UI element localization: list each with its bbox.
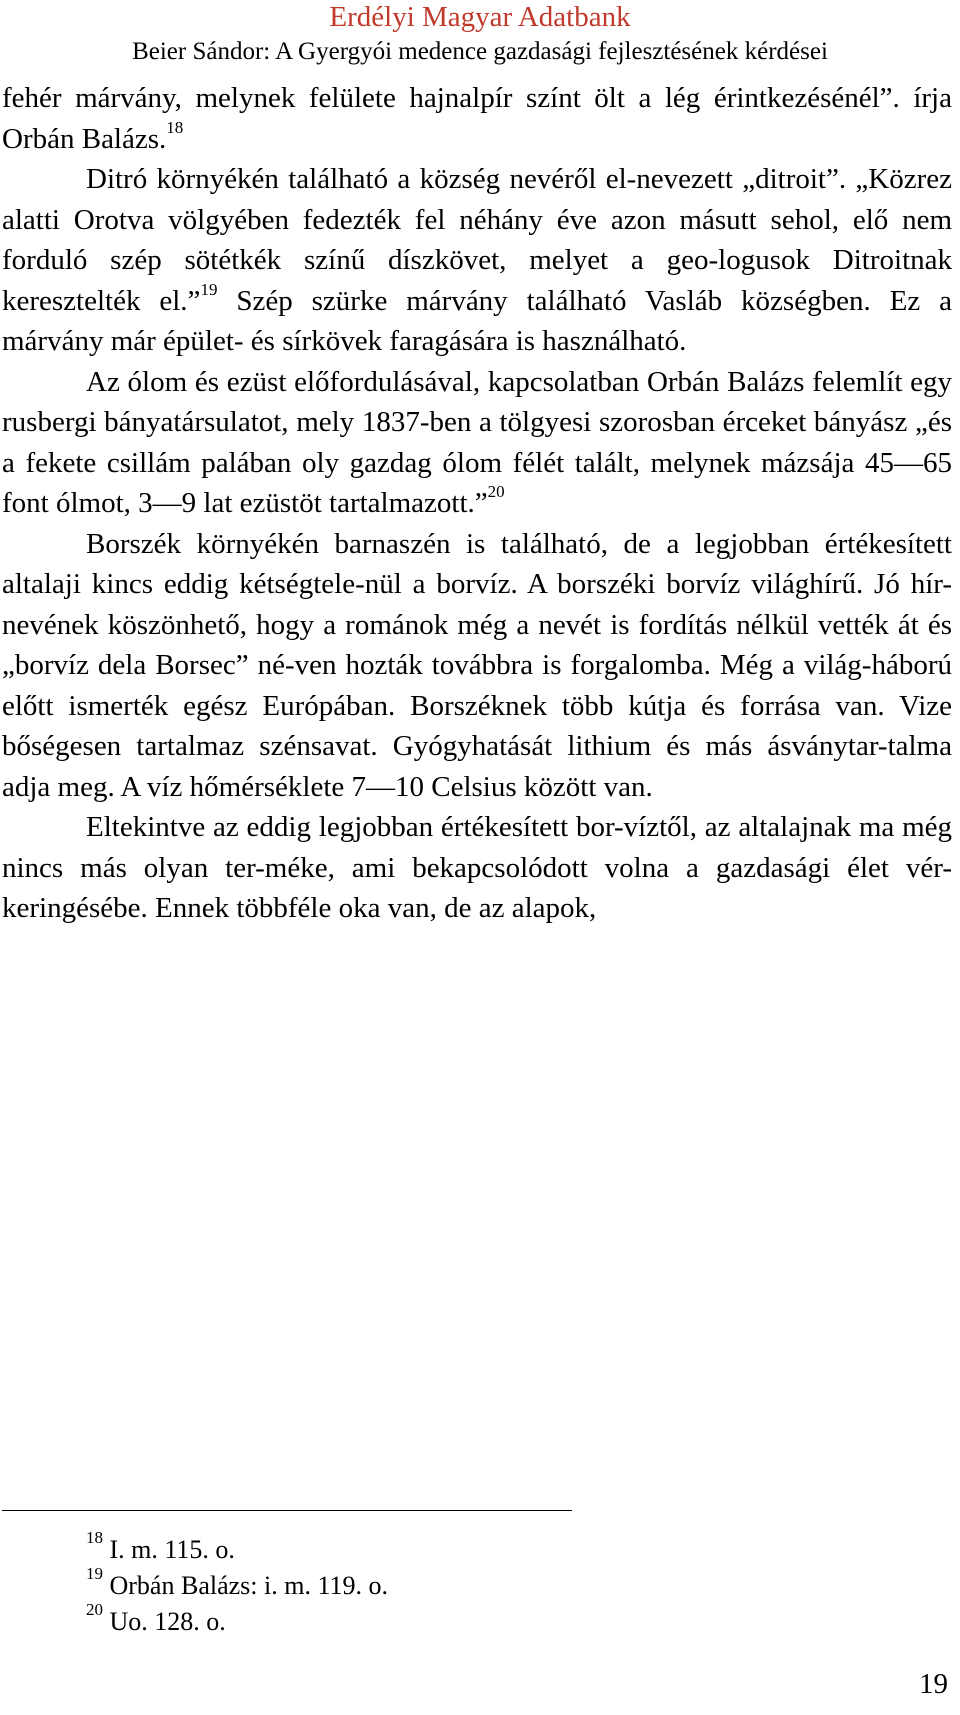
body-text xyxy=(2,78,952,929)
footnote-text: Orbán Balázs: i. m. 119. o. xyxy=(103,1571,388,1600)
footnote-text: Uo. 128. o. xyxy=(103,1607,226,1636)
footnote-reference[interactable]: 19 xyxy=(200,279,218,299)
footnote xyxy=(86,1564,388,1604)
paragraph-text: Borszék környékén barnaszén is található, de a legjobban értékesített altalaji kincs eddig kétségtele-nül a borvíz. A borszéki borvíz világhírű. Jó hír-nevének köszönhető, hogy a románok még a nevét is fordítás nélkül vették át és „borvíz dela Borsec” né-ven hozták továbbra is forgalomba. Még a világ-háború előtt ismerték egész Európában. Borszéknek több kútja és forrása van. Vize bőségesen tartalmaz szénsavat. Gyógyhatását lithium és más ásványtar-talma adja meg. A víz hőmérséklete 7—10 Celsius között van. xyxy=(2,527,952,803)
footnote-number: 18 xyxy=(86,1528,103,1547)
footnote xyxy=(86,1528,388,1568)
paragraph xyxy=(2,362,952,524)
footnote-separator xyxy=(2,1510,572,1511)
document-title: Beier Sándor: A Gyergyói medence gazdasági fejlesztésének kérdései xyxy=(132,38,828,65)
footnote-text: I. m. 115. o. xyxy=(103,1535,235,1564)
page-number: 19 xyxy=(919,1668,948,1700)
footnote-number: 19 xyxy=(86,1564,103,1583)
footnote-number: 20 xyxy=(86,1600,103,1619)
footnote-reference[interactable]: 20 xyxy=(487,482,505,501)
paragraph-text: Ditró környékén található a község nevéről el-nevezett „ditroit”. „Közrez alatti Orotva völgyében fedezték fel néhány éve azon másutt sehol, elő nem forduló szép sötétkék színű díszkövet, melyet a geo-logusok Ditroitnak keresztelték el.” xyxy=(2,163,952,317)
paragraph xyxy=(2,524,952,808)
paragraph-text: Az ólom és ezüst előfordulásával, kapcsolatban Orbán Balázs felemlít egy rusbergi bányatársulatot, mely 1837-ben a tölgyesi szorosban érceket bányász „és a fekete csillám palában oly gazdag ólom félét talált, melynek mázsája 45—65 font ólmot, 3—9 lat ezüstöt tartalmazott.” xyxy=(2,365,952,519)
paragraph-text: Eltekintve az eddig legjobban értékesített bor-víztől, az altalajnak ma még nincs más olyan ter-méke, ami bekapcsolódott volna a gazdasági élet vér-keringésébe. Ennek többféle oka van, de az alapok, xyxy=(2,811,952,924)
footnote-reference[interactable]: 18 xyxy=(166,117,184,137)
paragraph-text: Szép szürke márvány található Vasláb községben. Ez a márvány már épület- és sírkövek faragására is használható. xyxy=(2,284,952,357)
paragraph xyxy=(2,807,952,929)
paragraph xyxy=(2,159,952,362)
footnotes xyxy=(86,1528,388,1640)
site-title[interactable]: Erdélyi Magyar Adatbank xyxy=(329,1,631,33)
paragraph xyxy=(2,78,952,159)
page-header xyxy=(0,0,960,70)
paragraph-text: fehér márvány, melynek felülete hajnalpír színt ölt a lég érintkezésénél”. írja Orbán Balázs. xyxy=(2,82,952,155)
footnote xyxy=(86,1600,388,1640)
